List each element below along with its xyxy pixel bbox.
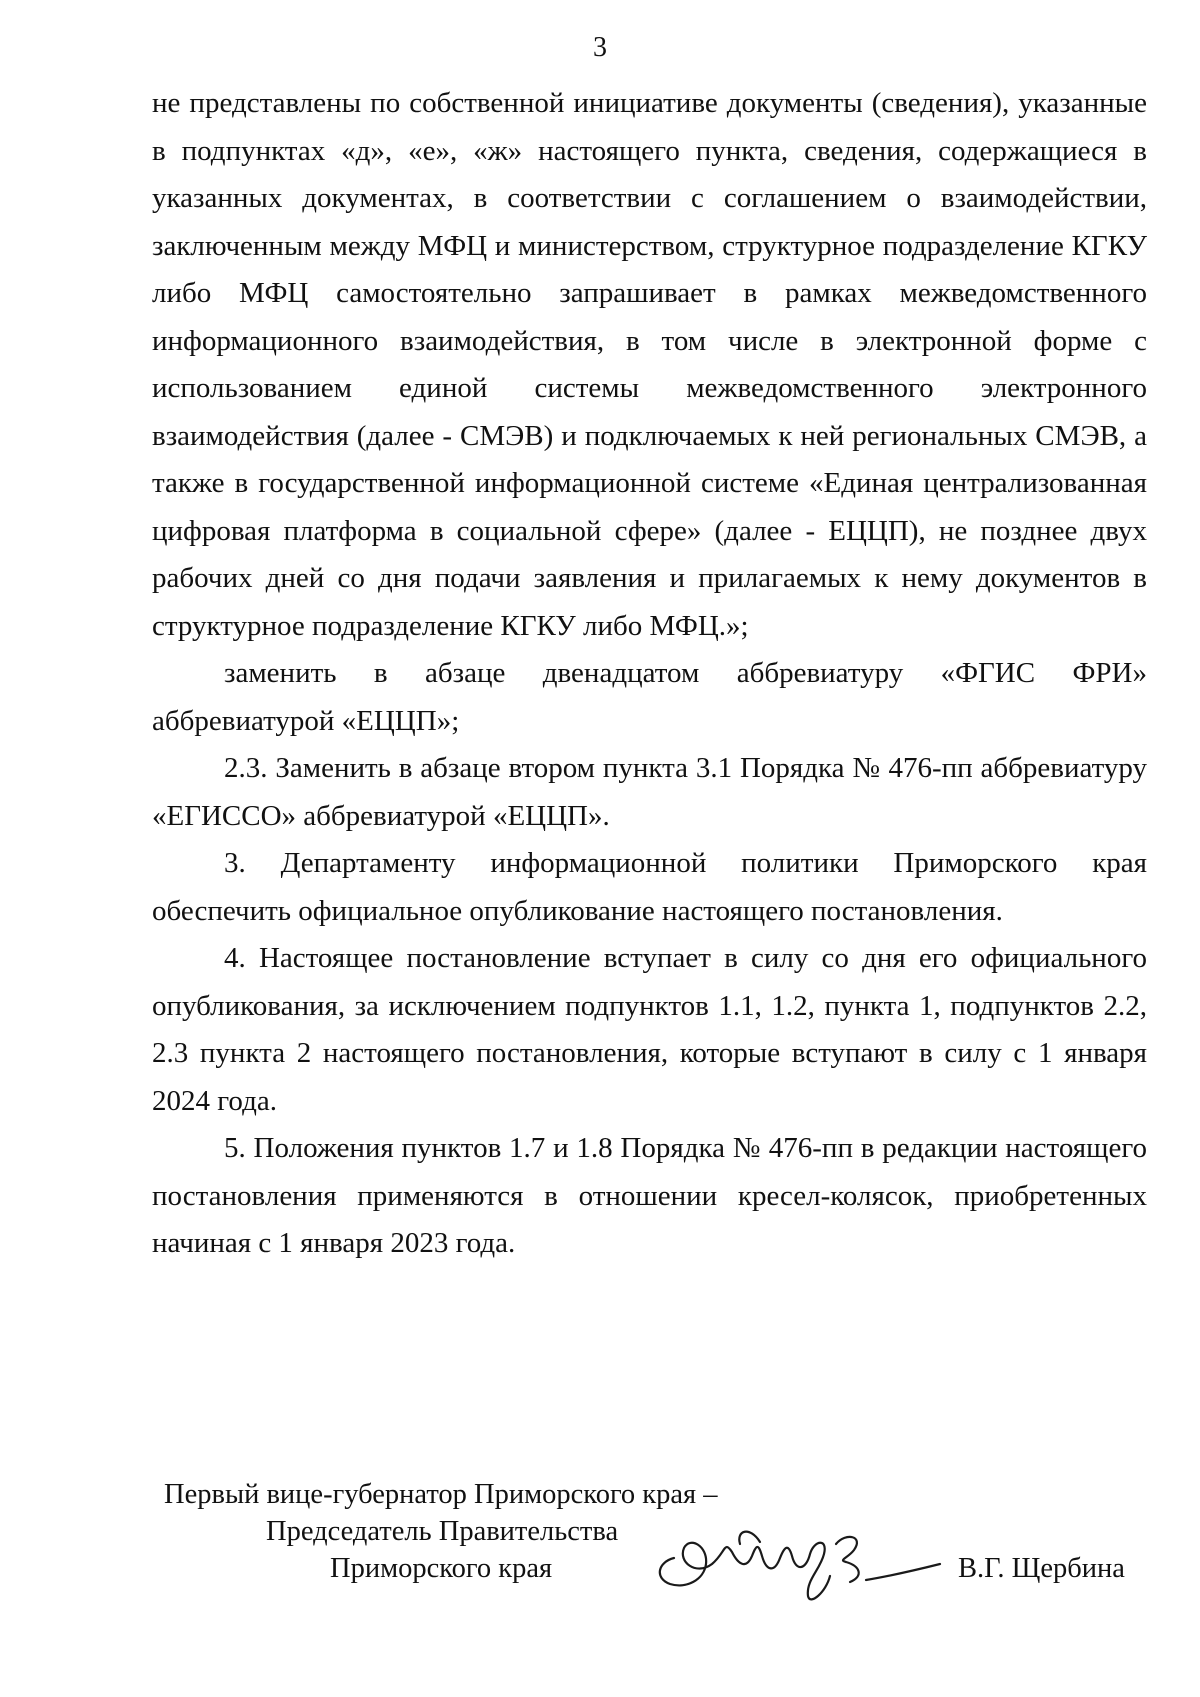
signatory-position-line3: Приморского края <box>330 1553 553 1584</box>
handwritten-signature-icon <box>640 1496 960 1606</box>
paragraph-3: 3. Департаменту информационной политики Приморского края обеспечить официальное опубликование настоящего постановления. <box>152 847 1147 927</box>
page-number: 3 <box>593 32 607 63</box>
paragraph-4: 4. Настоящее постановление вступает в силу со дня его официального опубликования, за исключением подпунктов 1.1, 1.2, пункта 1, подпунктов 2.2, 2.3 пункта 2 настоящего постановления, которые вступают в силу с 1 января 2024 года. <box>152 942 1147 1117</box>
paragraph-2-3: 2.3. Заменить в абзаце втором пункта 3.1 Порядка № 476-пп аббревиатуру «ЕГИССО» аббревиатурой «ЕЦЦП». <box>152 752 1147 832</box>
paragraph-5: 5. Положения пунктов 1.7 и 1.8 Порядка № 476-пп в редакции настоящего постановления применяются в отношении кресел-колясок, приобретенных начиная с 1 января 2023 года. <box>152 1132 1147 1259</box>
signatory-name: В.Г. Щербина <box>958 1553 1125 1584</box>
signatory-position-line1: Первый вице-губернатор Приморского края – <box>164 1479 718 1510</box>
paragraph-continuation: не представлены по собственной инициативе документы (сведения), указанные в подпунктах «д», «е», «ж» настоящего пункта, сведения, содержащиеся в указанных документах, в соответствии с соглашением о взаимодействии, заключенным между МФЦ и министерством, структурное подразделение КГКУ либо МФЦ самостоятельно запрашивает в рамках межведомственного информационного взаимодействия, в том числе в электронной форме с использованием единой системы межведомственного электронного взаимодействия (далее - СМЭВ) и подключаемых к ней региональных СМЭВ, а также в государственной информационной системе «Единая централизованная цифровая платформа в социальной сфере» (далее - ЕЦЦП), не позднее двух рабочих дней со дня подачи заявления и прилагаемых к нему документов в структурное подразделение КГКУ либо МФЦ.»; <box>152 87 1147 642</box>
document-body <box>152 80 1147 1268</box>
signatory-position-line2: Председатель Правительства <box>266 1516 619 1547</box>
paragraph-replace-abbreviation: заменить в абзаце двенадцатом аббревиатуру «ФГИС ФРИ» аббревиатурой «ЕЦЦП»; <box>152 657 1147 737</box>
signature-block <box>0 1476 1200 1616</box>
